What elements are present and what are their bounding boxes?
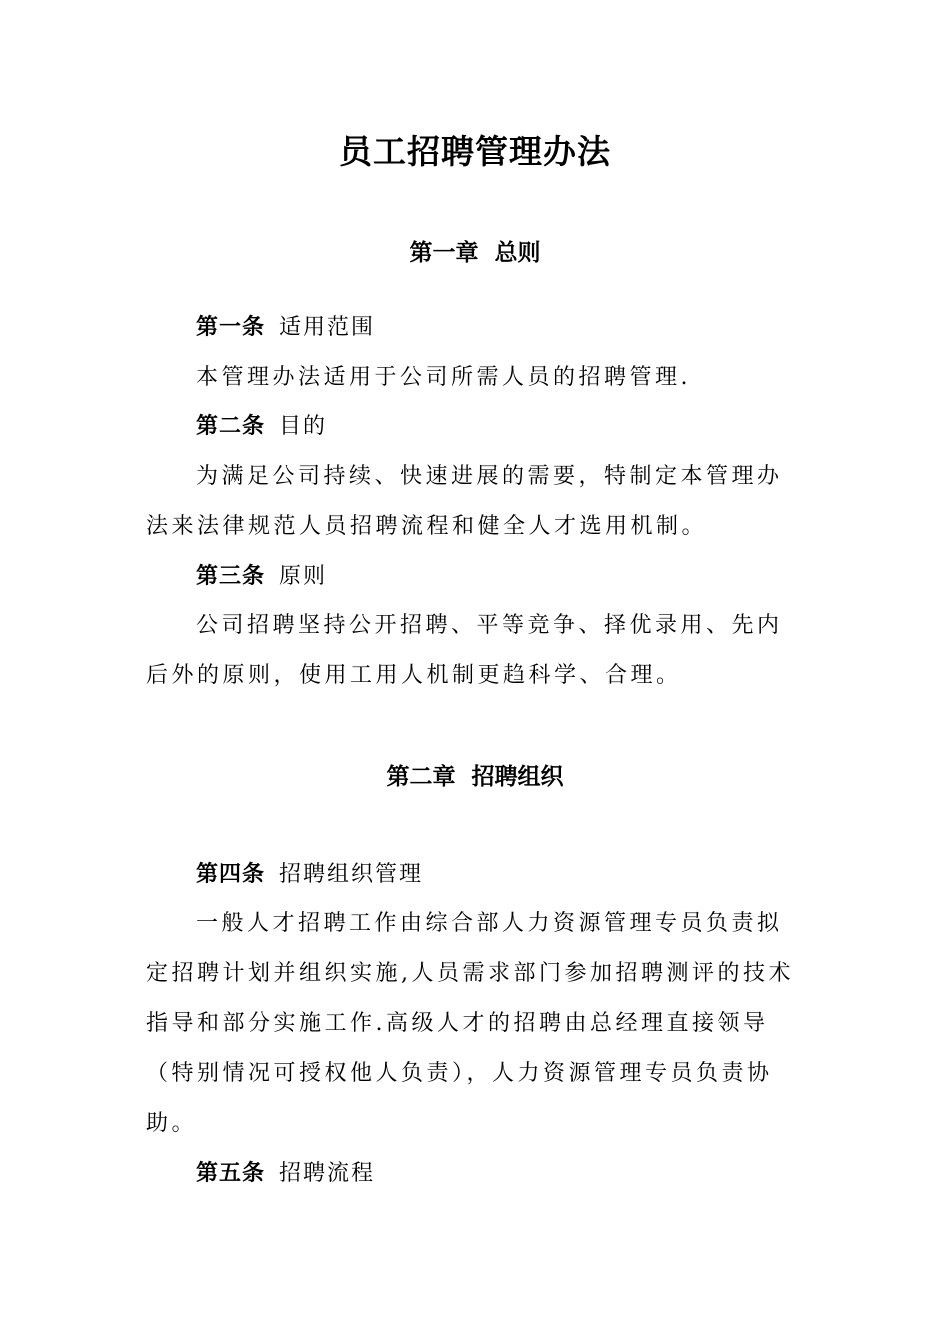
article-2-topic: 目的	[279, 414, 328, 439]
article-5-topic: 招聘流程	[279, 1161, 376, 1186]
article-4-line-1: 一般人才招聘工作由综合部人力资源管理专员负责拟	[196, 911, 783, 936]
chapter-2-title: 第二章 招聘组织	[386, 763, 564, 790]
article-4-line-2: 定招聘计划并组织实施,人员需求部门参加招聘测评的技术	[146, 961, 794, 986]
article-3-topic: 原则	[279, 564, 328, 589]
article-1-line-1: 本管理办法适用于公司所需人员的招聘管理.	[196, 365, 691, 390]
article-2-line-2: 法来法律规范人员招聘流程和健全人才选用机制。	[146, 514, 708, 539]
article-1-heading	[196, 310, 375, 341]
article-2-line-1: 为满足公司持续、快速进展的需要，特制定本管理办	[196, 464, 783, 489]
article-4-label: 第四条	[196, 861, 266, 887]
article-3-line-1: 公司招聘坚持公开招聘、平等竞争、择优录用、先内	[196, 613, 783, 638]
article-5-label: 第五条	[196, 1160, 266, 1186]
article-4-line-4: （特别情况可授权他人负责），人力资源管理专员负责协	[146, 1061, 773, 1086]
article-3-line-2: 后外的原则，使用工用人机制更趋科学、合理。	[146, 663, 682, 688]
chapter-1-title: 第一章 总则	[409, 239, 541, 266]
article-2-label: 第二条	[196, 413, 266, 439]
article-2-heading	[196, 409, 327, 440]
article-4-line-3: 指导和部分实施工作.高级人才的招聘由总经理直接领导	[146, 1011, 769, 1036]
article-3-heading	[196, 559, 327, 590]
article-5-heading	[196, 1156, 375, 1187]
article-3-label: 第三条	[196, 563, 266, 589]
article-1-label: 第一条	[196, 314, 266, 340]
article-4-line-5: 助。	[146, 1111, 198, 1136]
document-title: 员工招聘管理办法	[339, 132, 611, 171]
article-4-topic: 招聘组织管理	[279, 862, 424, 887]
article-4-heading	[196, 857, 423, 888]
article-1-topic: 适用范围	[279, 315, 376, 340]
